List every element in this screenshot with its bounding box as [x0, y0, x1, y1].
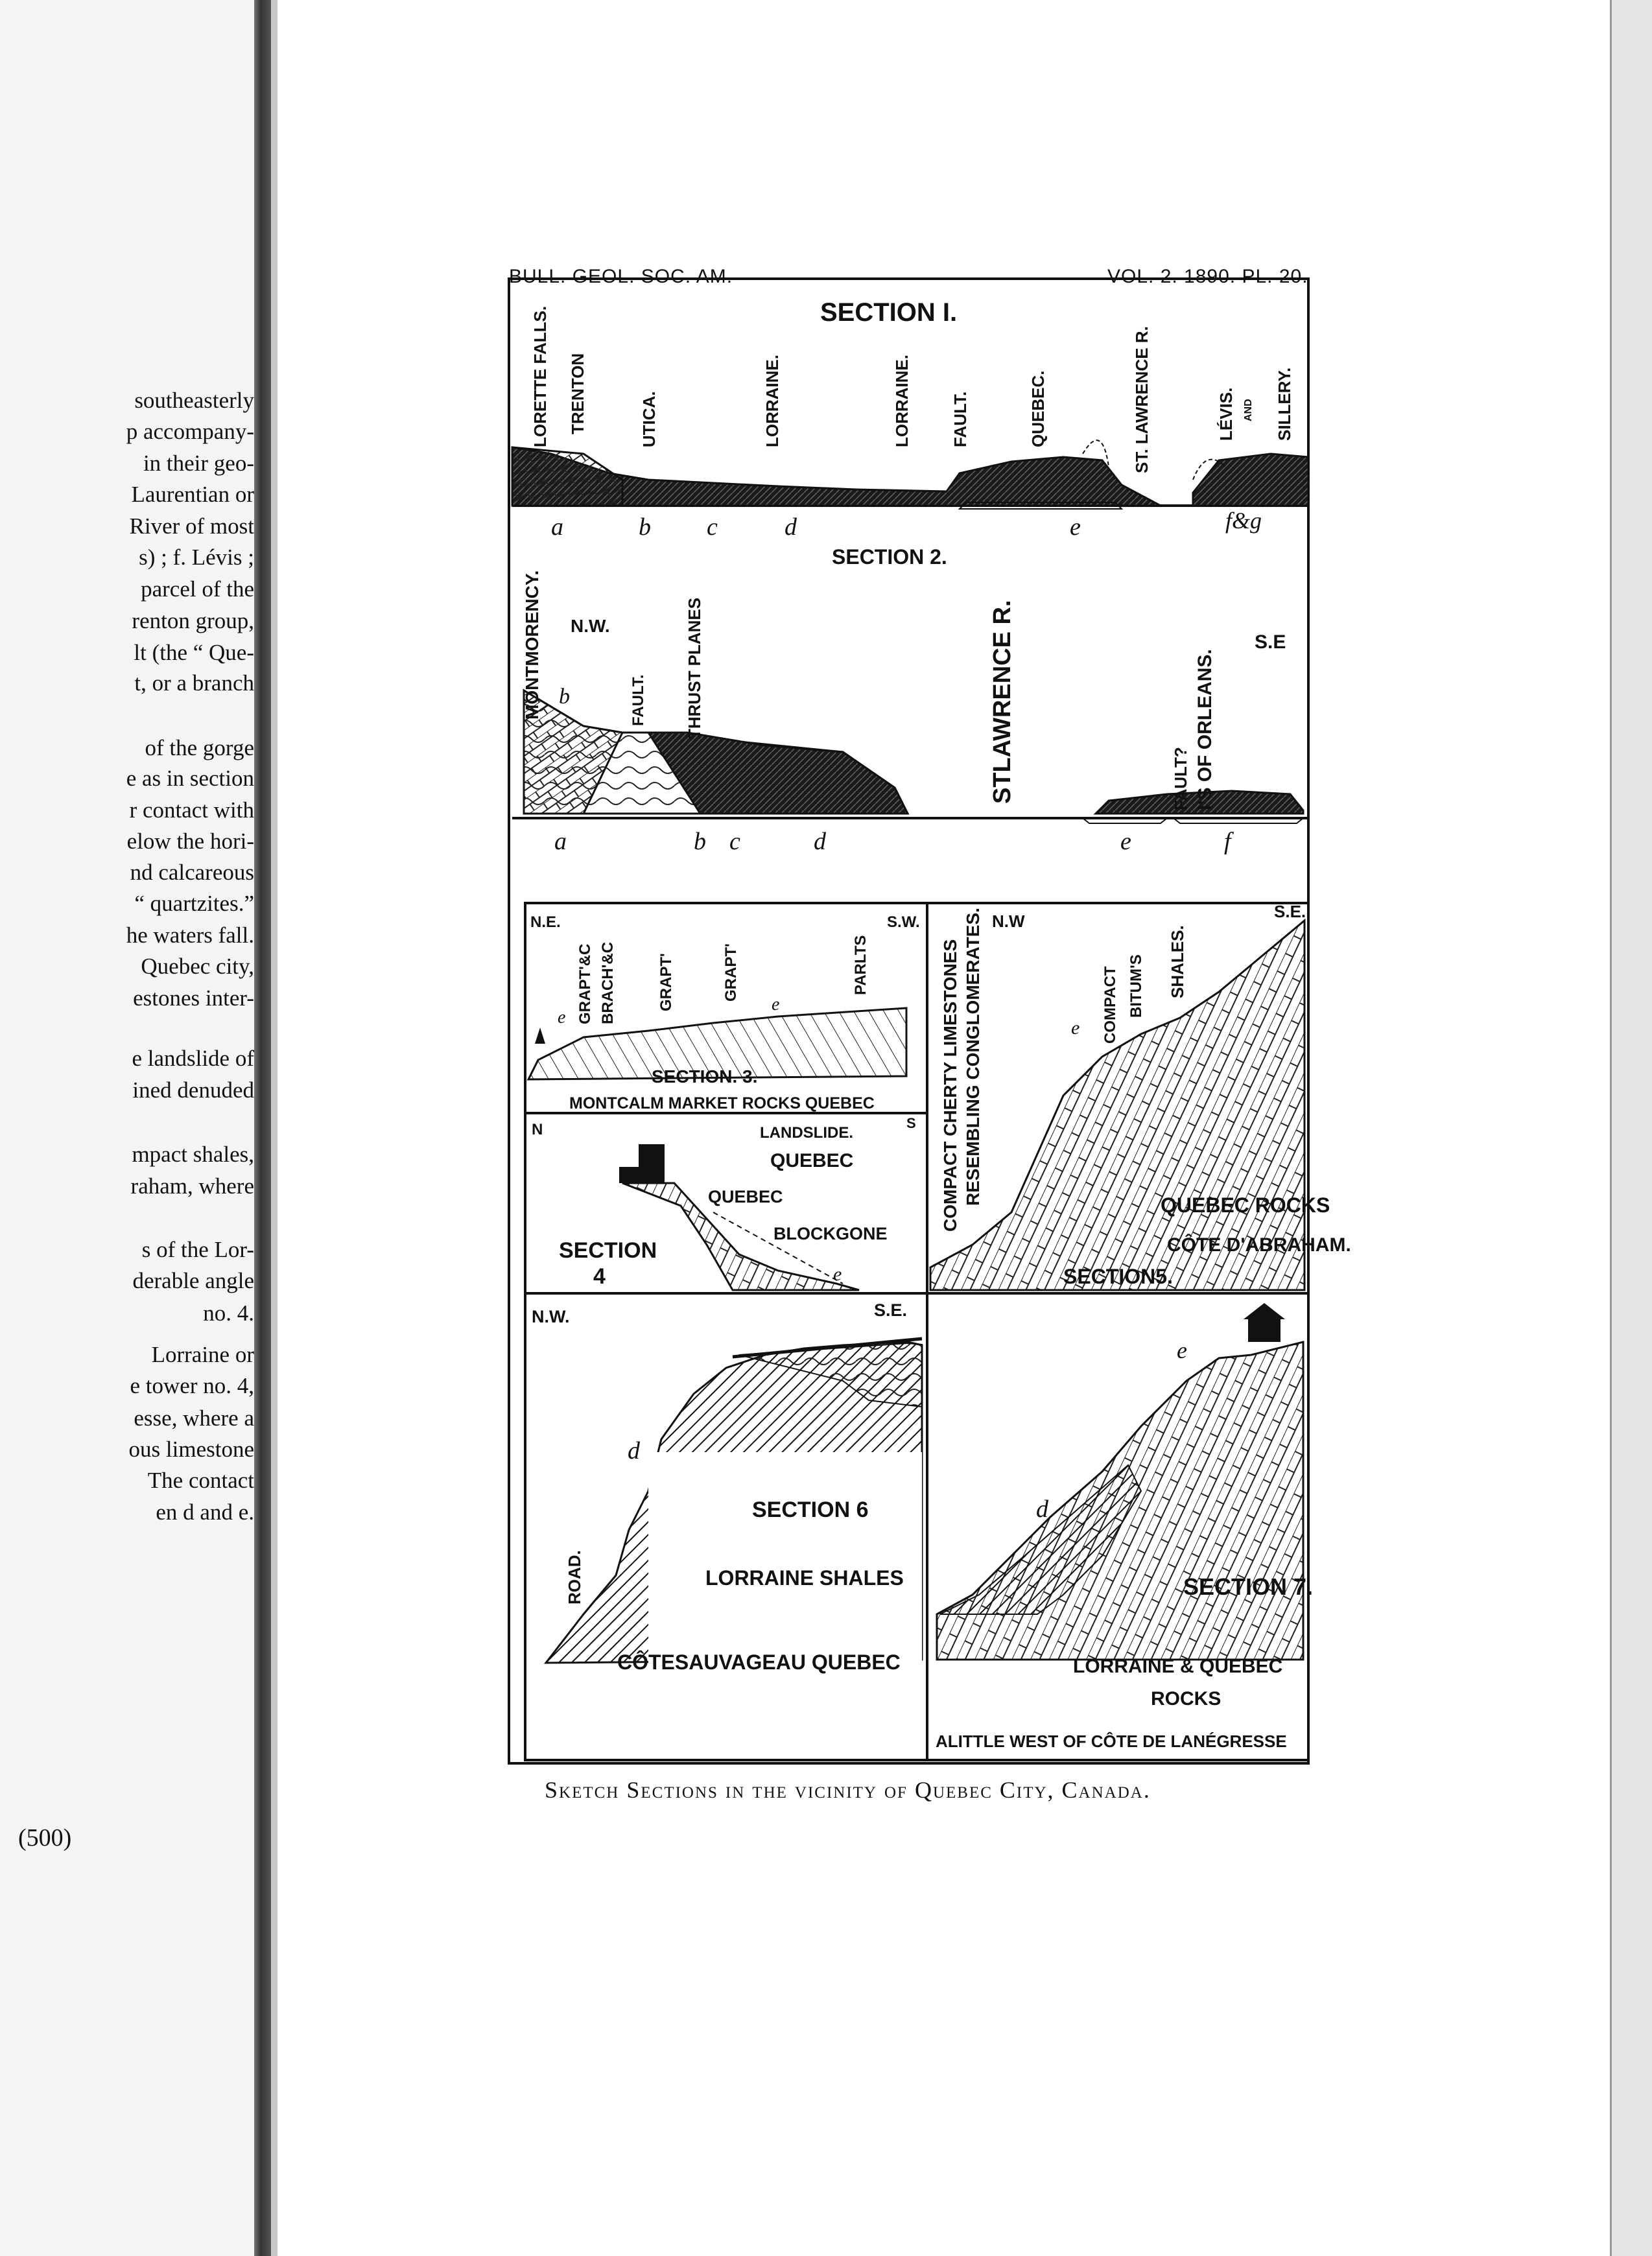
left-page-text-line: nd calcareous — [130, 860, 254, 885]
section-5-title: SECTION5. — [1063, 1265, 1173, 1288]
section-7-title: SECTION 7. — [1183, 1573, 1314, 1600]
s4-label-s: S — [906, 1115, 916, 1131]
s3-letter-e-2: e — [772, 994, 780, 1015]
s2-letter-b: b — [694, 828, 706, 855]
s1-label-fault: FAULT. — [950, 391, 970, 447]
left-page-text-line: Laurentian or — [131, 482, 254, 507]
s1-label-sillery: SILLERY. — [1275, 367, 1294, 441]
left-page-text-line: en d and e. — [156, 1499, 254, 1525]
section-1-levis — [1193, 454, 1308, 506]
left-page-text-line: e tower no. 4, — [130, 1373, 254, 1398]
s2-letter-a: a — [554, 828, 567, 855]
section-4-title: SECTION — [559, 1238, 657, 1263]
s2-label-fault-q: FAULT? — [1171, 747, 1190, 810]
left-page-text-line: e landslide of — [132, 1046, 254, 1071]
s5-label-cote-abraham: CÔTE D'ABRAHAM. — [1167, 1234, 1351, 1256]
s5-label-shales: SHALES. — [1168, 925, 1187, 998]
plate-header-right: VOL. 2. 1890. PL. 20. — [1107, 266, 1308, 287]
left-page-text-line: elow the hori- — [126, 828, 254, 854]
s7-letter-d: d — [1036, 1496, 1048, 1523]
section-3-title: SECTION. 3. — [652, 1066, 758, 1087]
left-page-text-line: esse, where a — [134, 1405, 254, 1431]
s3-label-brach: BRACH'&C — [599, 941, 617, 1024]
left-page-text-line: lt (the “ Que- — [134, 640, 254, 665]
s4-label-blockgone: BLOCKGONE — [773, 1224, 888, 1243]
s5-label-quebec-rocks: QUEBEC ROCKS — [1161, 1193, 1330, 1217]
left-page-text-line: parcel of the — [141, 576, 254, 602]
section-1-trenton — [512, 447, 622, 506]
s2-letter-e: e — [1120, 828, 1131, 855]
s5-label-se: S.E. — [1274, 902, 1306, 921]
s1-label-trenton: TRENTON — [568, 353, 587, 434]
s3-letter-e-1: e — [558, 1007, 566, 1028]
s4-letter-e: e — [833, 1263, 842, 1285]
s1-label-utica: UTICA. — [639, 391, 659, 447]
s7-label-rocks: ROCKS — [1151, 1688, 1221, 1710]
s3-label-grapt-2: GRAPT' — [657, 953, 675, 1011]
s1-label-and: AND — [1243, 399, 1254, 421]
s7-label-lorraine-quebec: LORRAINE & QUEBEC — [1073, 1656, 1283, 1677]
left-page-text-line: t, or a branch — [134, 670, 254, 696]
s6-label-lorraine-shales: LORRAINE SHALES — [705, 1566, 904, 1590]
s4-label-landslide: LANDSLIDE. — [760, 1124, 853, 1142]
s1-letter-d: d — [785, 513, 797, 541]
left-page-text-line: s) ; f. Lévis ; — [139, 545, 254, 570]
section-1 — [512, 298, 1308, 541]
s1-label-levis: LÉVIS. — [1216, 387, 1236, 441]
s5-label-cherty: COMPACT CHERTY LIMESTONES — [940, 939, 960, 1232]
s4-label-quebec: QUEBEC — [708, 1187, 783, 1206]
section-6 — [532, 1300, 922, 1674]
s5-label-compact: COMPACT — [1102, 966, 1119, 1044]
s6-label-se: S.E. — [874, 1300, 908, 1320]
s2-label-se: S.E — [1255, 631, 1286, 653]
s1-letter-e: e — [1070, 513, 1081, 541]
left-page-text-line: River of most — [129, 513, 254, 539]
s6-letter-d: d — [628, 1437, 640, 1464]
s7-house — [1248, 1316, 1280, 1342]
left-page-text-line: The contact — [147, 1468, 254, 1493]
section-3 — [528, 913, 920, 1112]
left-page-text-line: no. 4. — [203, 1300, 254, 1326]
plate-caption: Sketch Sections in the vicinity of Quebec City, Canada. — [545, 1777, 1151, 1803]
s6-label-nw: N.W. — [532, 1307, 570, 1326]
s1-letter-a: a — [551, 513, 563, 541]
page-number: (500) — [18, 1824, 72, 1851]
s4-label-quebec-top: QUEBEC — [770, 1150, 854, 1171]
section-2 — [512, 545, 1308, 855]
s5-letter-e: e — [1071, 1017, 1080, 1039]
left-page-text-line: southeasterly — [134, 388, 254, 413]
s2-label-st-lawrence: STLAWRENCE R. — [989, 600, 1016, 804]
left-page-text-line: derable angle — [132, 1268, 254, 1293]
left-page-text-line: he waters fall. — [126, 922, 254, 948]
section-1-title: SECTION I. — [820, 298, 958, 327]
s3-label-parlts: PARLTS — [852, 935, 869, 995]
s2-letter-b-top: b — [559, 685, 570, 709]
section-4 — [532, 1115, 916, 1290]
s5-label-nw: N.W — [992, 911, 1025, 931]
s2-label-montmorency: MONTMORENCY. — [522, 570, 542, 720]
s1-label-st-lawrence: ST. LAWRENCE R. — [1132, 326, 1151, 473]
s2-letter-f: f — [1224, 828, 1231, 855]
s3-label-sw: S.W. — [887, 913, 920, 931]
s3-label-ne: N.E. — [530, 913, 561, 931]
s2-letter-c: c — [729, 828, 740, 855]
section-6-title: SECTION 6 — [752, 1498, 869, 1522]
section-3-subtitle: MONTCALM MARKET ROCKS QUEBEC — [569, 1094, 875, 1112]
s1-letter-c: c — [707, 513, 718, 541]
s2-label-fault: FAULT. — [630, 674, 647, 726]
left-page-text-line: of the gorge — [145, 735, 254, 760]
left-page-text-line: ous limestone — [128, 1437, 254, 1462]
left-page-text-line: s of the Lor- — [141, 1237, 254, 1262]
left-page-text-line: p accompany- — [126, 419, 254, 444]
s1-letter-b: b — [639, 513, 651, 541]
s2-label-thrust: THRUST PLANES — [685, 597, 704, 739]
left-page-text-line: e as in section — [126, 766, 254, 791]
section-5 — [930, 902, 1351, 1290]
left-page-text-line: mpact shales, — [132, 1142, 254, 1167]
left-page-text-line: estones inter- — [133, 985, 254, 1011]
left-page-text-line: raham, where — [130, 1173, 254, 1199]
s2-letter-d: d — [814, 828, 826, 855]
left-page-text-line: renton group, — [132, 608, 254, 633]
s2-label-nw: N.W. — [571, 616, 610, 636]
s4-label-n: N — [532, 1121, 543, 1138]
left-page-text-line: ined denuded — [132, 1077, 254, 1103]
s6-label-road: ROAD. — [565, 1550, 584, 1604]
section-7 — [936, 1303, 1313, 1751]
s1-label-lorraine-1: LORRAINE. — [762, 355, 782, 447]
s4-tower — [639, 1144, 665, 1183]
s3-label-grapt-3: GRAPT' — [722, 943, 740, 1002]
s2-label-orleans: I'S OF ORLEANS. — [1194, 649, 1216, 810]
plate-header-left: BULL. GEOL. SOC. AM. — [509, 266, 733, 287]
section-2-title: SECTION 2. — [832, 545, 947, 569]
left-page-text-line: Quebec city, — [141, 954, 254, 979]
left-page-text-line: “ quartzites.” — [134, 891, 254, 916]
s5-label-conglomerates: RESEMBLING CONGLOMERATES. — [963, 908, 983, 1206]
left-page-text-line: in their geo- — [143, 451, 254, 476]
section-4-number: 4 — [593, 1264, 606, 1289]
s1-letter-fg: f&g — [1225, 508, 1262, 534]
s6-label-cote-sauvageau: CÔTESAUVAGEAU QUEBEC — [617, 1651, 901, 1674]
s5-label-bitums: BITUM'S — [1127, 954, 1145, 1018]
s7-label-location: ALITTLE WEST OF CÔTE DE LANÉGRESSE — [936, 1732, 1287, 1751]
s1-label-quebec: QUEBEC. — [1028, 370, 1048, 447]
s1-label-lorette: LORETTE FALLS. — [530, 305, 550, 447]
s7-letter-e: e — [1177, 1337, 1187, 1363]
left-page-text-line: Lorraine or — [151, 1342, 254, 1367]
s3-label-grapt-1: GRAPT'&C — [576, 943, 594, 1024]
left-page-text-line: r contact with — [129, 797, 254, 823]
s1-label-lorraine-2: LORRAINE. — [892, 355, 912, 447]
